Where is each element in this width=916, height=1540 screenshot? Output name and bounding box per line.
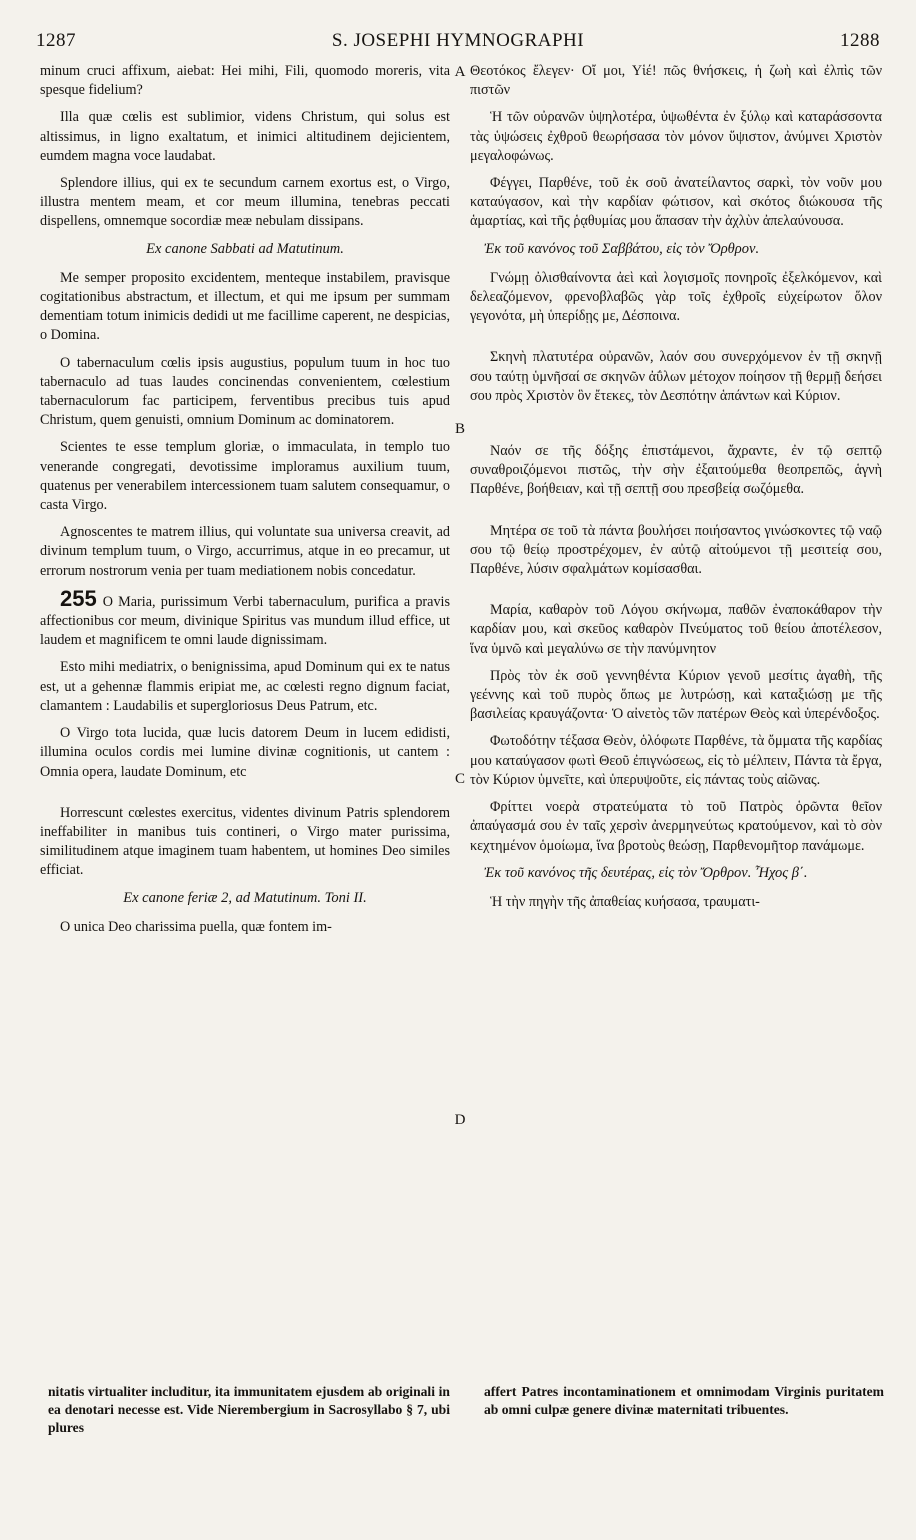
latin-paragraph-text: O Maria, purissimum Verbi tabernaculum, purifica a pravis affectionibus cor meum, divinique Spiritus vas mundum illud effice, ut laudem et magnificem te omni laude dignissimam. <box>40 593 450 649</box>
greek-paragraph: Φωτοδότην τέξασα Θεὸν, ὁλόφωτε Παρθένε, τὰ ὄμματα τῆς καρδίας μου καταύγασον φωτὶ Θεοῦ ἐπιγνώσεως, εἰς τὸ μέλπειν, Πάντα τὰ ἔργα, τὸν Κύριον ὑμνεῖτε, καὶ ὑπερυψοῦτε, εἰς πάντας τοὺς αἰῶνας. <box>470 733 882 788</box>
latin-paragraph: Illa quæ cœlis est sublimior, videns Christum, qui solus est altissimus, in ligno exaltatum, et inimici altitudinem dejicientem, eumdem magna voce laudabat. <box>40 109 450 164</box>
greek-paragraph: Ναόν σε τῆς δόξης ἐπιστάμενοι, ἄχραντε, ἐν τῷ σεπτῷ συναθροιζόμενοι πιστῶς, τὴν σὴν ἐξαιτούμεθα θεοπρεπῶς, ἁγνὴ Παρθένε, βοήθειαν, καὶ τῇ σεπτῇ σου πρεσβείᾳ σωζόμεθα. <box>470 443 882 498</box>
latin-paragraph: O Virgo tota lucida, quæ lucis datorem Deum in lucem edidisti, illumina oculos cordis mei lumine divinæ cognitionis, ut cantem : Omnia opera, laudate Dominum, etc <box>40 725 450 780</box>
latin-paragraph: O tabernaculum cœlis ipsis augustius, populum tuum in hoc tuo tabernaculo ad tuas laudes concinendas convenientem, cœlestium tabernaculorum fac participem, ferventibus precibus tuis apud Christum, quem genuisti, omnium Dominum ac dominatorem. <box>40 354 450 429</box>
running-title: S. JOSEPHI HYMNOGRAPHI <box>331 30 585 51</box>
latin-paragraph: Agnoscentes te matrem illius, qui voluntate sua universa creavit, ad divinum templum tuum, o Virgo, accurrimus, atque in eo precamur, ut errorum nostrorum venia per tuam mediationem nobis concedatur. <box>40 524 450 579</box>
greek-paragraph: Φέγγει, Παρθένε, τοῦ ἐκ σοῦ ἀνατείλαντος σαρκὶ, τὸν νοῦν μου καταύγασον, καὶ τὴν καρδίαν φώτισον, καὶ σκότος διώκουσα τῆς ἁμαρτίας, καὶ τῆς ῥᾳθυμίας μου ἅπασαν τὴν ἀχλὺν ἀπελαύνουσα. <box>470 175 882 230</box>
latin-paragraph: Horrescunt cœlestes exercitus, videntes divinum Patris splendorem ineffabiliter in manibus tuis contineri, o Virgo mater purissima, similitudinem atque imaginem tuam habentem, ut homines Deo similes efficiat. <box>40 804 450 879</box>
greek-paragraph: Μαρία, καθαρὸν τοῦ Λόγου σκήνωμα, παθῶν ἐναποκάθαρον τὴν καρδίαν μου, καὶ σκεῦος καθαρὸν Πνεύματος τοῦ θείου ἀποτέλεσον, ἵνα ὑμνῶ καὶ μεγαλύνω σε τὴν πανύμνητον <box>470 602 882 657</box>
greek-paragraph: Θεοτόκος ἔλεγεν· Οἴ μοι, Υἱέ! πῶς θνήσκεις, ἡ ζωὴ καὶ ἐλπὶς τῶν πιστῶν <box>470 63 882 99</box>
latin-paragraph: Esto mihi mediatrix, o benignissima, apud Dominum qui ex te natus est, ut a gehennæ flammis eripiat me, ac cœlesti regno dignum faciat, clamantem : Laudabilis et supergloriosus Deus Patrum, etc. <box>40 659 450 714</box>
latin-section-heading: Ex canone feriæ 2, ad Matutinum. Toni II. <box>123 889 367 906</box>
margin-marker-c: C <box>454 771 465 787</box>
latin-paragraph-numbered <box>40 585 450 651</box>
greek-paragraph: Φρίττει νοερὰ στρατεύματα τὸ τοῦ Πατρὸς ὁρῶντα θεῖον ἀπαύγασμά σου ἐν ταῖς χερσὶν ἀνερμηνεύτως κρατούμενον, καὶ τὸ σὸν κεχτημένον ὁμοίωμα, ἵνα βροτοὺς θεώσῃ, Παρθενομῆτορ πανάμωμε. <box>470 799 882 854</box>
latin-paragraph: O unica Deo charissima puella, quæ fontem im- <box>60 918 332 935</box>
footnote-right: affert Patres incontaminationem et omnimodam Virginis puritatem ab omni culpæ genere divinæ maternitati tribuentes. <box>484 1384 884 1417</box>
greek-paragraph: Πρὸς τὸν ἐκ σοῦ γεννηθέντα Κύριον γενοῦ μεσίτις ἀγαθὴ, τῆς γεέννης καὶ τοῦ πυρὸς ὅπως με λυτρώσῃ, καὶ καταξιώσῃ με τῆς βασιλείας κραυγάζοντα· Ὁ αἰνετὸς τῶν πατέρων Θεὸς καὶ ὑπερένδοξος. <box>470 667 882 723</box>
footnote-left: nitatis virtualiter includitur, ita immunitatem ejusdem ab originali in ea denotari necesse est. Vide Nierembergium in Sacrosyllabo § 7, ubi plures <box>48 1384 450 1435</box>
latin-paragraph: minum cruci affixum, aiebat: Hei mihi, Fili, quomodo moreris, vita spesque fidelium? <box>40 63 450 99</box>
greek-paragraph: Ἡ τῶν οὐρανῶν ὑψηλοτέρα, ὑψωθέντα ἐν ξύλῳ καὶ καταράσσοντα τὰς ὑψώσεις ἐχθροῦ θεωρήσασα τὸν μόνον ὕψιστον, ἀνύμνει Χριστὸν μεγαλοφώνως. <box>470 109 882 164</box>
margin-marker-b: B <box>454 421 465 437</box>
greek-paragraph: Γνώμῃ ὀλισθαίνοντα ἀεὶ καὶ λογισμοῖς πονηροῖς ἐξελκόμενον, καὶ δελεαζόμενον, φρενοβλαβῶς γὰρ τοῖς ἐχθροῖς εὐχείρωτον ὅλον γεγονότα, μὴ ὑπερίδῃς με, Δέσποινα. <box>470 269 882 325</box>
page-number-left: 1287 <box>36 30 76 51</box>
latin-section-heading: Ex canone Sabbati ad Matutinum. <box>146 240 344 257</box>
margin-marker-d: D <box>454 1112 466 1128</box>
latin-paragraph: Scientes te esse templum gloriæ, o immaculata, in templo tuo venerande congregati, devotissime imploramus auxilium tuum, quatenus per venerabilem intercessionem tuam salutem consequamur, o casta Virgo. <box>40 439 450 514</box>
greek-paragraph: Σκηνὴ πλατυτέρα οὐρανῶν, λαόν σου συνερχόμενον ἐν τῇ σκηνῇ σου ταύτῃ ὑμνῆσαί σε σκηνῶν ἀΰλων μέτοχον ποίησον τῇ θερμῇ δεήσει σου πρὸς Χριστὸν ὃν ἔτεκες, τὸν Δεσπότην ἁπάντων καὶ Κύριον. <box>470 349 882 404</box>
margin-marker-a: A <box>454 64 466 80</box>
latin-paragraph: Splendore illius, qui ex te secundum carnem exortus est, o Virgo, illustra mentem meam, et cor meum illumina, tenebras peccati dispellens, omnemque socordiæ meæ nebulam dissipans. <box>40 175 450 230</box>
page-number-right: 1288 <box>840 30 880 51</box>
greek-section-heading: Ἐκ τοῦ κανόνος τοῦ Σαββάτου, εἰς τὸν Ὄρθρον. <box>484 240 760 257</box>
running-header <box>36 30 880 58</box>
greek-paragraph: Ἡ τὴν πηγὴν τῆς ἀπαθείας κυήσασα, τραυματι- <box>490 893 760 910</box>
latin-column <box>40 62 450 937</box>
greek-paragraph: Μητέρα σε τοῦ τὰ πάντα βουλήσει ποιήσαντος γινώσκοντες τῷ ναῷ σου τῷ θείῳ προστρέχομεν, ἐν αὐτῷ αἰτούμενοι τῇ μεσιτείᾳ σου, Παρθένε, λύσιν σφαλμάτων κομίσασθαι. <box>470 522 882 578</box>
latin-paragraph: Me semper proposito excidentem, menteque instabilem, pravisque cogitationibus abstractum, et illectum, et qui me ipsum per summam dementiam totum inimicis dedidi ut me facillime caperent, ne despicias, o Domina. <box>40 269 450 344</box>
greek-column <box>470 62 882 912</box>
greek-section-heading: Ἐκ τοῦ κανόνος τῆς δευτέρας, εἰς τὸν Ὄρθρον. Ἦχος β΄. <box>484 864 808 881</box>
column-number: 255 <box>60 585 97 611</box>
